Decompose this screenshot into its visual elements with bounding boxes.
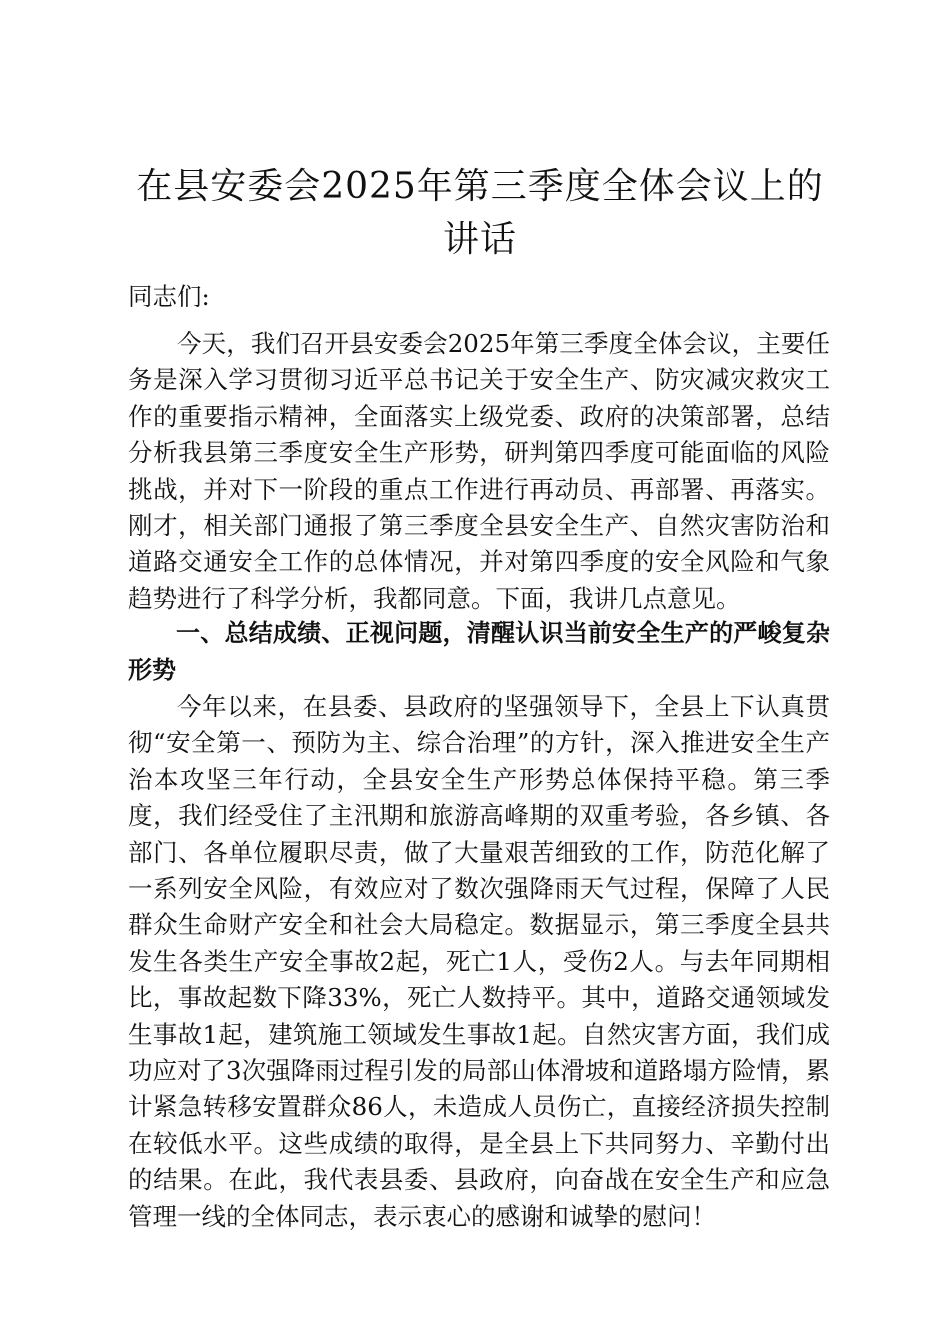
body-paragraph: 今天，我们召开县安委会2025年第三季度全体会议，主要任务是深入学习贯彻习近平总书记关于安全生产、防灾减灾救灾工作的重要指示精神，全面落实上级党委、政府的决策部署，总结分析我县第三季度安全生产形势，研判第四季度可能面临的风险挑战，并对下一阶段的重点工作进行再动员、再部署、再落实。刚才，相关部门通报了第三季度全县安全生产、自然灾害防治和道路交通安全工作的总体情况，并对第四季度的安全风险和气象趋势进行了科学分析，我都同意。下面，我讲几点意见。	[128, 329, 830, 613]
greeting: 同志们:	[128, 282, 210, 311]
body-paragraph: 今年以来，在县委、县政府的坚强领导下，全县上下认真贯彻“安全第一、预防为主、综合治理”的方针，深入推进安全生产治本攻坚三年行动，全县安全生产形势总体保持平稳。第三季度，我们经受住了主汛期和旅游高峰期的双重考验，各乡镇、各部门、各单位履职尽责，做了大量艰苦细致的工作，防范化解了一系列安全风险，有效应对了数次强降雨天气过程，保障了人民群众生命财产安全和社会大局稳定。数据显示，第三季度全县共发生各类生产安全事故2起，死亡1人，受伤2人。与去年同期相比，事故起数下降33%，死亡人数持平。其中，道路交通领域发生事故1起，建筑施工领域发生事故1起。自然灾害方面，我们成功应对了3次强降雨过程引发的局部山体滑坡和道路塌方险情，累计紧急转移安置群众86人，未造成人员伤亡，直接经济损失控制在较低水平。这些成绩的取得，是全县上下共同努力、辛勤付出的结果。在此，我代表县委、县政府，向奋战在安全生产和应急管理一线的全体同志，表示衷心的感谢和诚挚的慰问！	[128, 692, 830, 1231]
section-heading: 一、总结成绩、正视问题，清醒认识当前安全生产的严峻复杂形势	[128, 619, 830, 684]
document-title: 在县安委会2025年第三季度全体会议上的讲话	[136, 166, 824, 260]
